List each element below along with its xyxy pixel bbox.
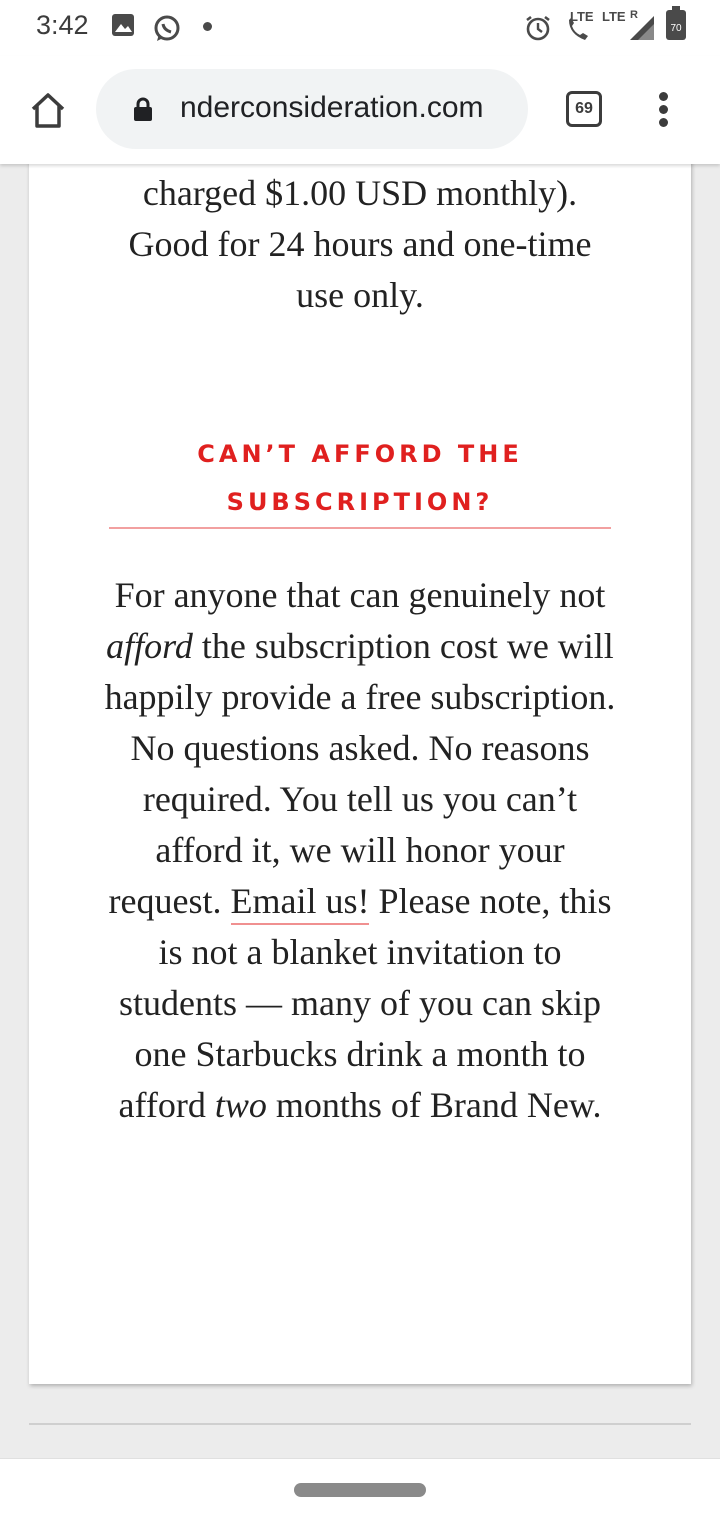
lte-call-label: LTE	[570, 9, 594, 24]
lock-icon	[132, 96, 154, 122]
intro-text: charged $1.00 USD monthly). Good for 24 hours and one-time use only.	[128, 173, 592, 315]
body-paragraph	[99, 570, 621, 1131]
gesture-home-handle[interactable]	[294, 1483, 426, 1497]
browser-toolbar	[0, 56, 720, 164]
system-nav-bar	[0, 1458, 720, 1520]
notification-dot	[203, 22, 212, 31]
body-text-2: the subscription cost we will happily provide a free subscription. No questions asked. No reasons required. You tell us you can’t afford it, we will honor your request.	[104, 626, 616, 921]
menu-dot-icon	[659, 105, 668, 114]
network-label: LTE	[602, 9, 626, 24]
body-text-1: For anyone that can genuinely not	[114, 575, 606, 615]
signal-icon	[628, 14, 656, 47]
body-emphasis-two: two	[214, 1085, 267, 1125]
section-heading: CAN’T AFFORD THE SUBSCRIPTION?	[197, 440, 523, 516]
url-text: nderconsideration.com	[180, 91, 484, 124]
menu-dot-icon	[659, 118, 668, 127]
status-time: 3:42	[36, 10, 89, 40]
alarm-icon	[524, 14, 552, 47]
heading-divider	[109, 527, 611, 529]
home-button[interactable]	[28, 90, 68, 130]
menu-dot-icon	[659, 92, 668, 101]
more-menu-button[interactable]	[654, 92, 672, 128]
footer-divider	[29, 1423, 691, 1425]
whatsapp-icon	[152, 14, 182, 49]
status-bar	[0, 0, 720, 56]
roaming-label: R	[630, 9, 638, 21]
battery-level: 70	[670, 23, 682, 34]
home-icon	[28, 90, 68, 130]
body-text-4: months of Brand New.	[266, 1085, 602, 1125]
url-bar[interactable]	[96, 69, 528, 149]
body-emphasis-afford: afford	[106, 626, 193, 666]
battery-icon	[666, 10, 686, 40]
email-us-link[interactable]: Email us!	[231, 881, 370, 925]
tab-switcher-button[interactable]: 69	[566, 91, 602, 127]
body-text-3: Please note, this is not a blanket invitation to students — many of you can skip one Starbucks drink a month to afford	[118, 881, 612, 1125]
image-icon	[112, 14, 134, 36]
content-card	[29, 150, 691, 1384]
